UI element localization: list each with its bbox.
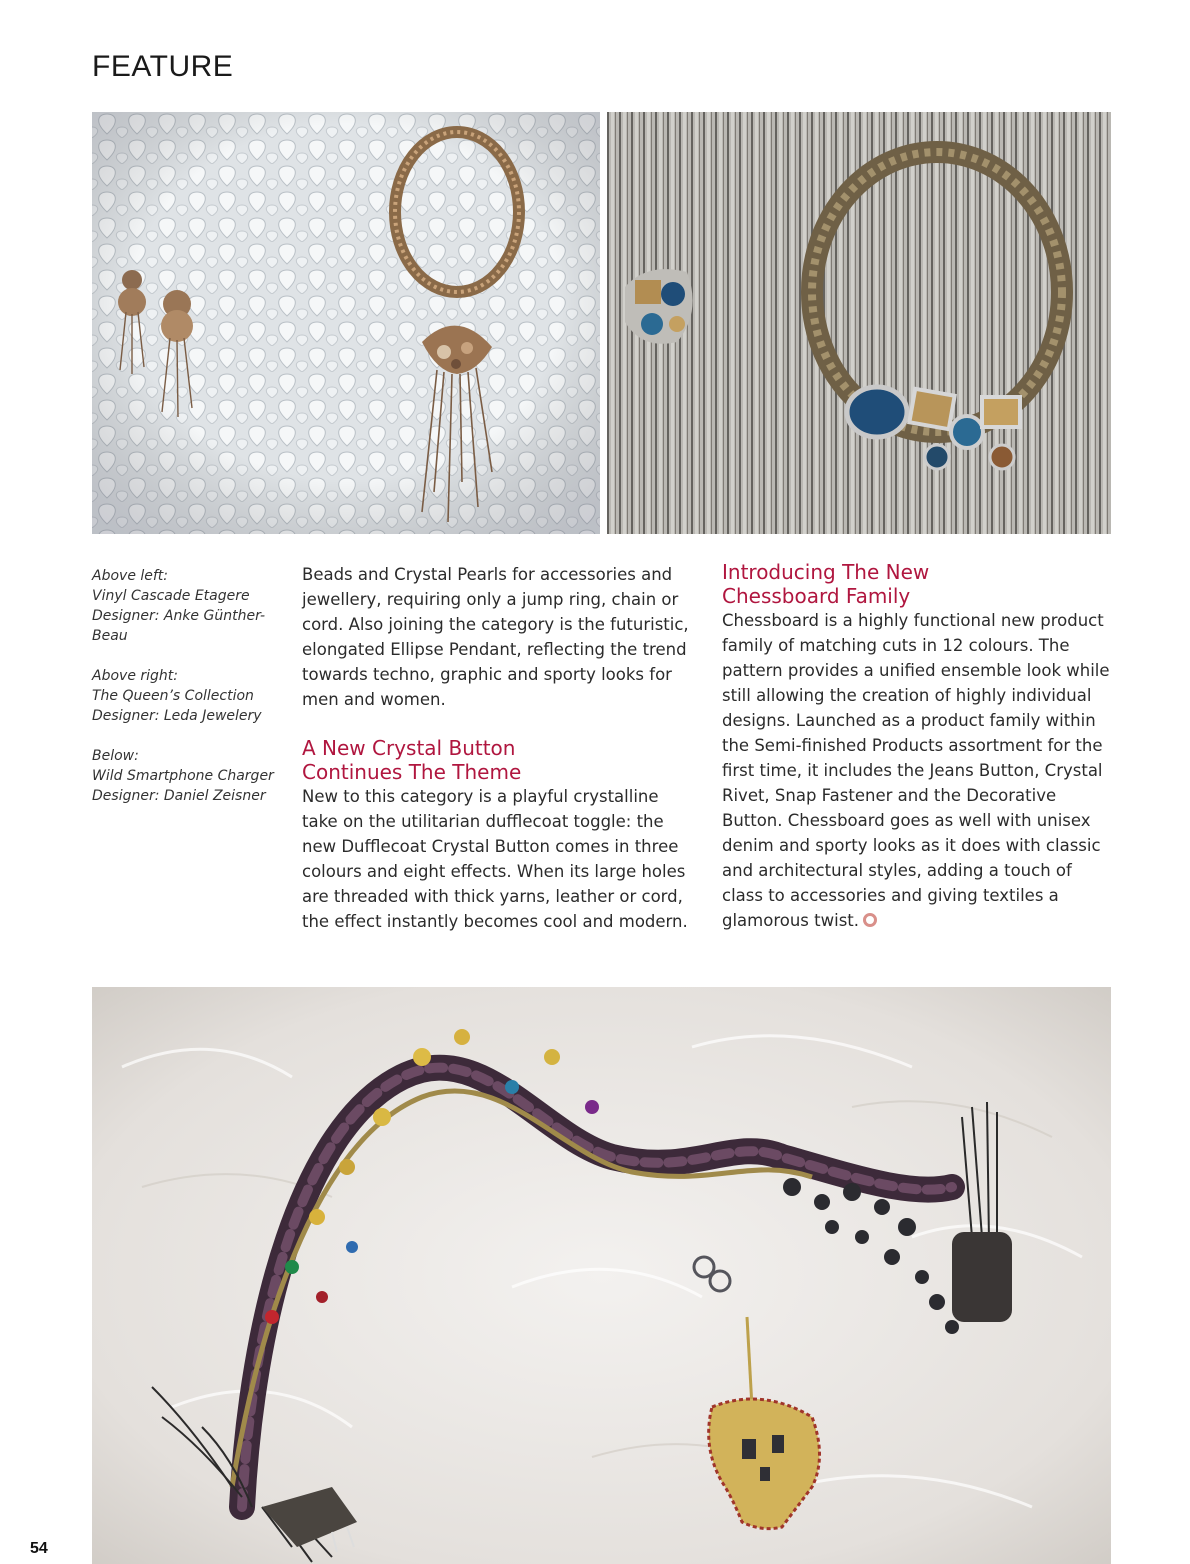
subheading-line: A New Crystal Button xyxy=(302,736,516,760)
body-paragraph xyxy=(722,608,1117,933)
body-paragraph: New to this category is a playful crystalline take on the utilitarian dufflecoat toggle: the new Dufflecoat Crystal Button comes in three colours and eight effects. When its large holes are threaded with thick yarns, leather or cord, the effect instantly becomes cool and modern. xyxy=(302,787,688,931)
caption-title: Wild Smartphone Charger xyxy=(92,768,274,784)
caption-designer: Designer: Anke Günther-Beau xyxy=(92,608,266,644)
caption-position: Above right: xyxy=(92,668,178,684)
section-label: FEATURE xyxy=(92,50,234,83)
article-column-middle xyxy=(302,562,697,934)
subheading-chessboard-family xyxy=(722,560,1117,608)
subheading-line: Continues The Theme xyxy=(302,760,522,784)
photo-captions xyxy=(92,566,292,826)
body-text: Chessboard is a highly functional new product family of matching cuts in 12 colours. The pattern provides a unified ensemble look while still allowing the creation of highly individual designs. Launched as a product family within the Semi-finished Products assortment for the first time, it includes the Jeans Button, Crystal Rivet, Snap Fastener and the Decorative Button. Chessboard goes as well with unisex denim and sporty looks as it does with classic and architectural styles, adding a touch of class to accessories and giving textiles a glamorous twist. xyxy=(722,611,1110,930)
subheading-line: Introducing The New xyxy=(722,560,930,584)
intro-paragraph: Beads and Crystal Pearls for accessories and jewellery, requiring only a jump ring, chain or cord. Also joining the category is the futuristic, elongated Ellipse Pendant, reflecting the trend towards techno, graphic and sporty looks for men and women. xyxy=(302,565,689,709)
caption-above-right xyxy=(92,666,292,726)
caption-above-left xyxy=(92,566,292,646)
caption-designer: Designer: Leda Jewelery xyxy=(92,708,262,724)
caption-position: Below: xyxy=(92,748,139,764)
end-of-article-icon xyxy=(863,913,877,927)
caption-title: The Queen’s Collection xyxy=(92,688,254,704)
subheading-line: Chessboard Family xyxy=(722,584,911,608)
photo-vinyl-cascade-etagere xyxy=(92,112,600,534)
photo-wild-smartphone-charger xyxy=(92,987,1111,1564)
caption-title: Vinyl Cascade Etagere xyxy=(92,588,250,604)
page-number: 54 xyxy=(30,1540,48,1557)
photo-queens-collection xyxy=(607,112,1111,534)
subheading-crystal-button xyxy=(302,736,697,784)
caption-position: Above left: xyxy=(92,568,169,584)
caption-below xyxy=(92,746,292,806)
article-column-right xyxy=(722,560,1117,933)
caption-designer: Designer: Daniel Zeisner xyxy=(92,788,266,804)
